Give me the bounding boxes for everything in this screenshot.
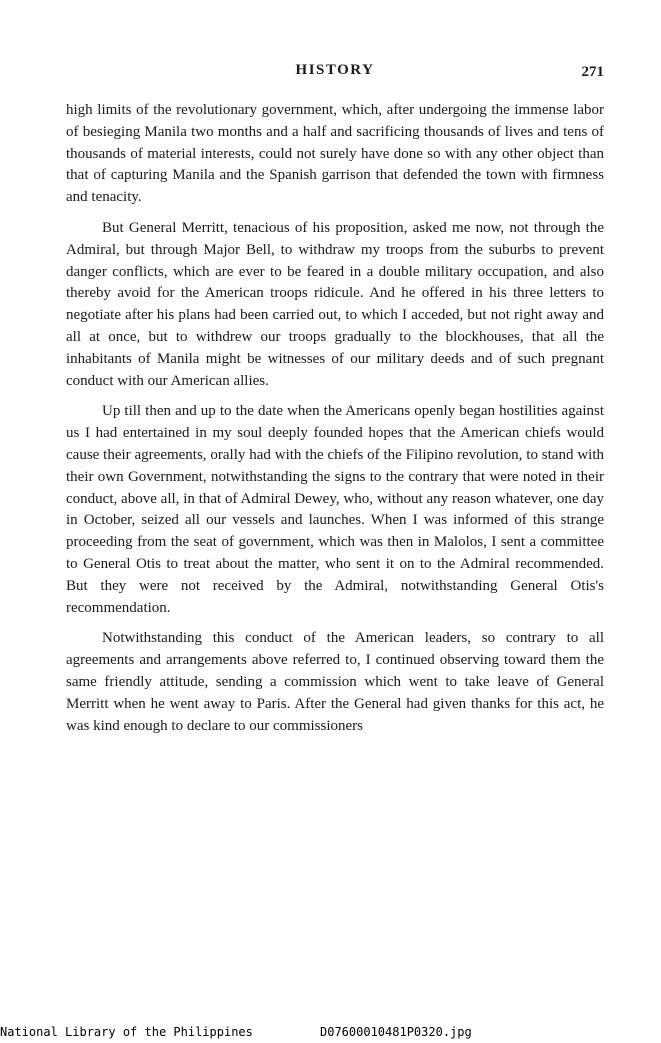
running-head-title: HISTORY	[295, 62, 375, 78]
paragraph: But General Merritt, tenacious of his proposition, asked me now, not through the Admiral, but through Major Bell, to withdraw my troops from the suburbs to prevent danger conflicts, which are ever to be feared in a double military occupation, and also thereby avoid for the American troops ridicule. And he offered in his three letters to negotiate after his plans had been carried out, to which I acceded, but not right away and all at once, but to withdrew our troops gradually to the blockhouses, that all the inhabitants of Manila might be witnesses of our military deeds and of such pregnant conduct with our American allies.	[66, 219, 604, 389]
paragraph: Notwithstanding this conduct of the American leaders, so contrary to all agreements and arrangements above referred to, I continued observing toward them the same friendly attitude, sending a commission which went to take leave of General Merritt when he went away to Paris. After the General had given thanks for this act, he was kind enough to declare to our commissioners	[66, 630, 604, 734]
running-head	[66, 62, 604, 84]
paragraph-continued: high limits of the revolutionary government, which, after undergoing the immense labor of besieging Manila two months and a half and sacrificing thousands of lives and tens of thousands of material interests, could not surely have done so with any other object than that of capturing Manila and the Spanish garrison that defended the town with firmness and tenacity.	[66, 102, 604, 206]
page-number: 271	[581, 64, 604, 80]
footer-library-name: National Library of the Philippines	[0, 1025, 253, 1039]
body-text	[66, 100, 604, 746]
paragraph: Up till then and up to the date when the Americans openly began hostilities against us I had entertained in my soul deeply founded hopes that the American chiefs would cause their agreements, orally had with the chiefs of the Filipino revolution, to stand with their own Government, notwithstanding the signs to the contrary that were noted in their conduct, above all, in that of Admiral Dewey, who, without any reason whatever, one day in October, seized all our vessels and launches. When I was informed of this strange proceeding from the seat of government, which was then in Malolos, I sent a committee to General Otis to treat about the matter, who sent it on to the Admiral recommended. But they were not received by the Admiral, notwithstanding General Otis's recommendation.	[66, 403, 604, 616]
scan-footer	[0, 1025, 661, 1041]
footer-file-name: D07600010481P0320.jpg	[320, 1025, 472, 1039]
